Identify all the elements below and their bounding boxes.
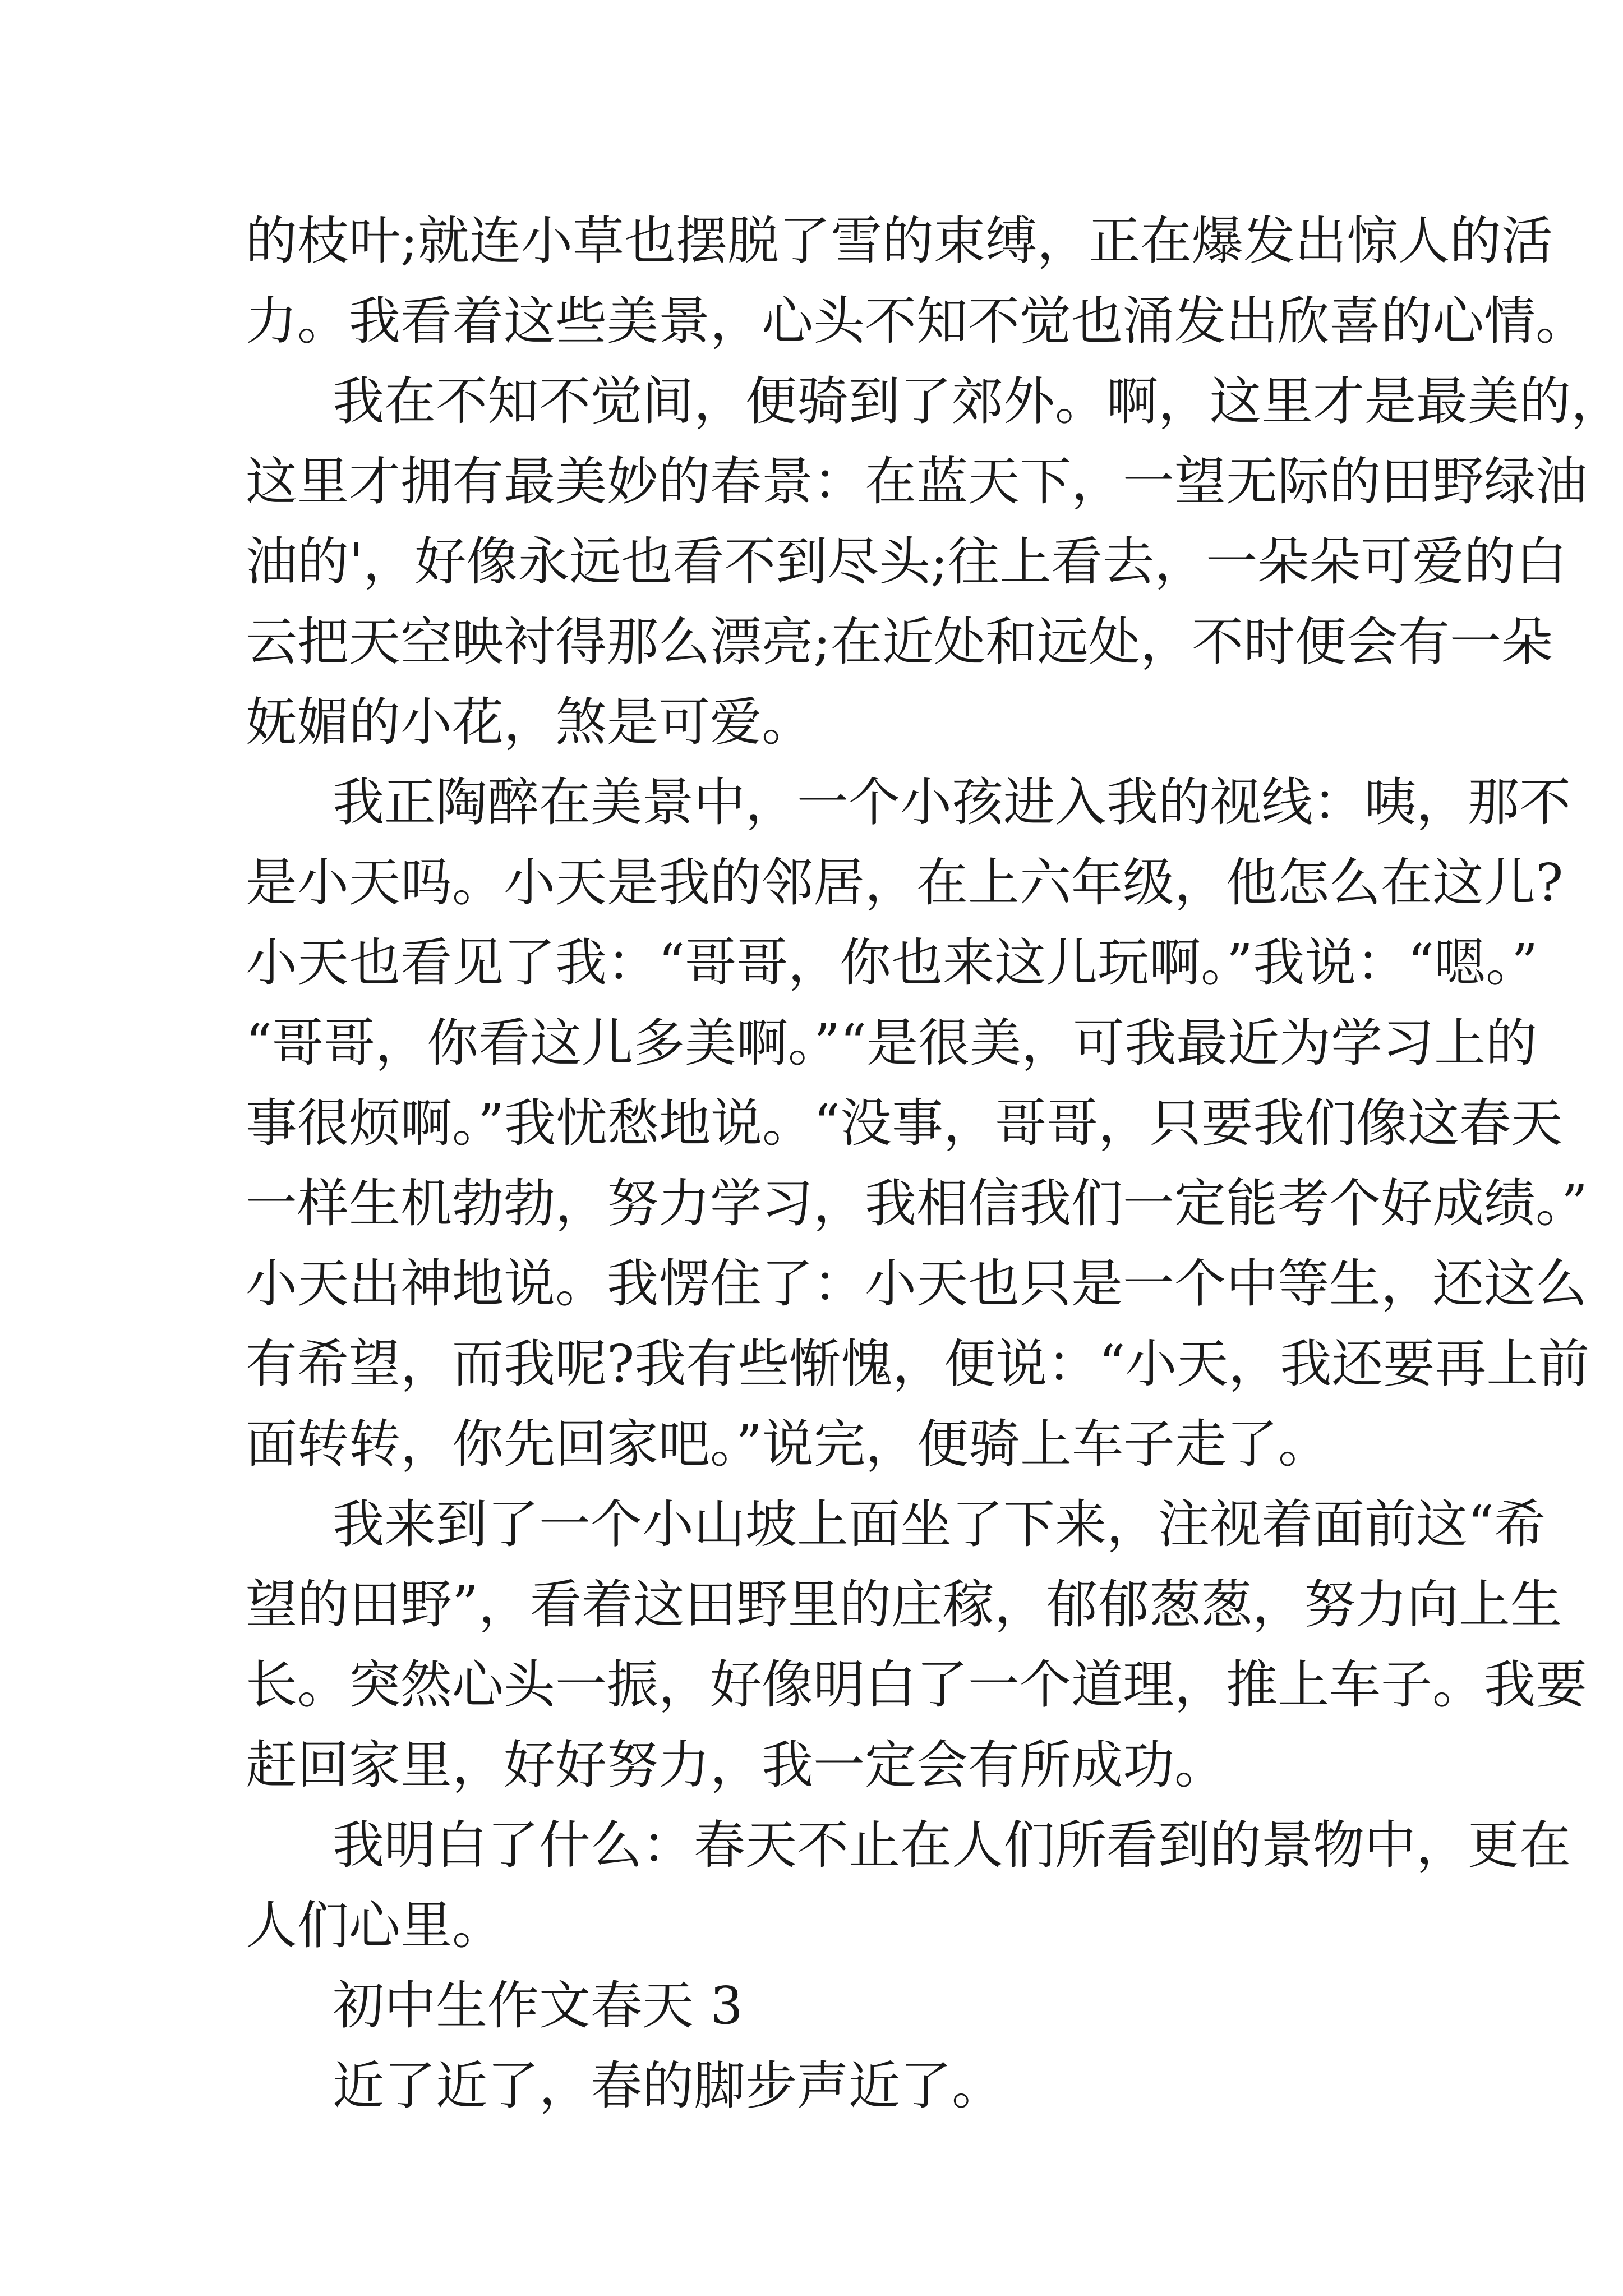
text-line: 我明白了什么：春天不止在人们所看到的景物中，更在 bbox=[333, 1815, 1571, 1875]
text-line: 赶回家里，好好努力，我一定会有所成功。 bbox=[246, 1735, 1227, 1795]
text-line: 有希望，而我呢?我有些惭愧，便说：“小天，我还要再上前 bbox=[246, 1334, 1590, 1394]
section-heading: 初中生作文春天 3 bbox=[333, 1976, 743, 2036]
text-line: 长。突然心头一振，好像明白了一个道理，推上车子。我要 bbox=[246, 1655, 1588, 1715]
text-line: 妩媚的小花，煞是可爱。 bbox=[246, 692, 814, 752]
text-line: 是小天吗。小天是我的邻居，在上六年级，他怎么在这儿? bbox=[246, 853, 1564, 913]
text-line: 我在不知不觉间，便骑到了郊外。啊，这里才是最美的， bbox=[333, 371, 1623, 431]
text-line: 近了近了，春的脚步声近了。 bbox=[333, 2056, 1004, 2116]
text-line: 云把天空映衬得那么漂亮;在近处和远处，不时便会有一朵 bbox=[246, 612, 1553, 672]
text-line: “哥哥，你看这儿多美啊。”“是很美，可我最近为学习上的 bbox=[246, 1013, 1538, 1073]
text-line: 我来到了一个小山坡上面坐了下来，注视着面前这“希 bbox=[333, 1494, 1546, 1554]
text-line: 我正陶醉在美景中，一个小孩进入我的视线：咦，那不 bbox=[333, 772, 1571, 832]
text-line: 望的田野”，看着这田野里的庄稼，郁郁葱葱，努力向上生 bbox=[246, 1575, 1562, 1635]
text-line: 这里才拥有最美妙的春景：在蓝天下，一望无际的田野绿油 bbox=[246, 452, 1588, 512]
text-line: 的枝叶;就连小草也摆脱了雪的束缚，正在爆发出惊人的活 bbox=[246, 211, 1553, 271]
text-line: 力。我看着这些美景，心头不知不觉也涌发出欣喜的心情。 bbox=[246, 291, 1588, 351]
text-line: 一样生机勃勃，努力学习，我相信我们一定能考个好成绩。” bbox=[246, 1174, 1588, 1234]
text-line: 人们心里。 bbox=[246, 1895, 504, 1955]
text-line: 面转转，你先回家吧。”说完，便骑上车子走了。 bbox=[246, 1414, 1330, 1474]
text-line: 事很烦啊。”我忧愁地说。“没事，哥哥，只要我们像这春天 bbox=[246, 1093, 1563, 1153]
text-line: 油的'，好像永远也看不到尽头;往上看去，一朵朵可爱的白 bbox=[246, 532, 1567, 592]
text-line: 小天也看见了我：“哥哥，你也来这儿玩啊。”我说：“嗯。” bbox=[246, 933, 1538, 993]
text-line: 小天出神地说。我愣住了：小天也只是一个中等生，还这么 bbox=[246, 1254, 1588, 1314]
